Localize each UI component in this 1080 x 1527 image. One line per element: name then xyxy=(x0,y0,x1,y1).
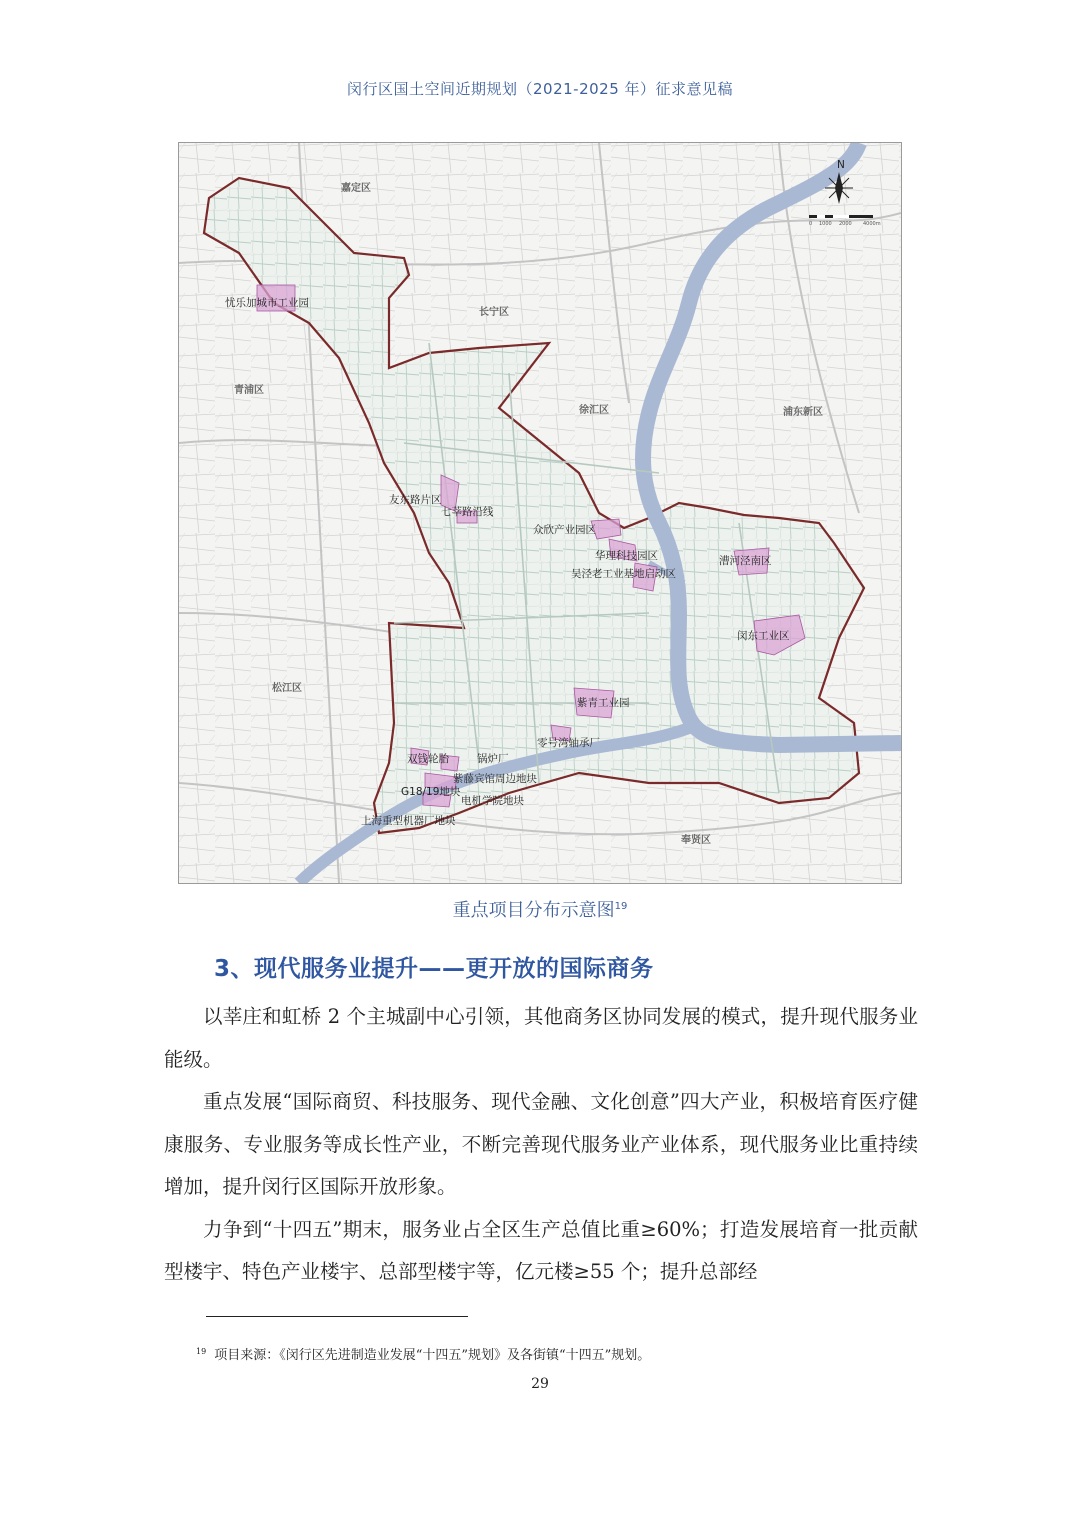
park-label-shuangqian: 双钱轮胎 xyxy=(407,753,449,765)
scale-label-1000: 1000 xyxy=(819,221,832,227)
park-label-huali: 华理科技园区 xyxy=(595,550,658,562)
section-heading: 3、现代服务业提升——更开放的国际商务 xyxy=(214,956,654,982)
park-label-zhongxing: 上海重型机器厂地块 xyxy=(361,815,456,827)
park-label-linghaowan: 零号湾轴承厂 xyxy=(537,737,600,749)
caption-text: 重点项目分布示意图 xyxy=(452,900,615,921)
footnote-divider xyxy=(206,1316,468,1317)
park-label-qixin: 七莘路沿线 xyxy=(441,506,494,518)
paragraph: 以莘庄和虹桥 2 个主城副中心引领，其他商务区协同发展的模式，提升现代服务业能级。 xyxy=(164,1005,918,1071)
figure-caption xyxy=(0,896,1080,922)
key-projects-map xyxy=(178,142,902,884)
district-label-fengxian: 奉贤区 xyxy=(681,835,711,846)
park-label-guolu: 锅炉厂 xyxy=(477,753,509,765)
paragraph: 重点发展“国际商贸、科技服务、现代金融、文化创意”四大产业，积极培育医疗健康服务、专业服务等成长性产业，不断完善现代服务业产业体系，现代服务业比重持续增加，提升闵行区国际开放形象。 xyxy=(164,1090,918,1198)
park-label-youle: 忧乐加城市工业园 xyxy=(225,297,309,309)
park-label-zhongxin: 众欣产业园区 xyxy=(533,524,596,536)
scale-label-4000m: 4000m xyxy=(863,221,881,227)
district-label-qingpu: 青浦区 xyxy=(234,385,264,396)
district-label-jiading: 嘉定区 xyxy=(341,183,371,194)
svg-text:N: N xyxy=(837,159,845,171)
scale-label-0: 0 xyxy=(809,221,813,227)
park-label-ziteng: 紫藤宾馆周边地块 xyxy=(453,773,537,785)
body-text xyxy=(164,996,918,1294)
page-number: 29 xyxy=(531,1376,549,1392)
footnote xyxy=(196,1344,650,1363)
park-label-youdong: 友东路片区 xyxy=(389,494,442,506)
park-label-mindong: 闵东工业区 xyxy=(737,630,790,642)
caption-footnote-ref: 19 xyxy=(614,901,628,912)
park-label-caohejing: 漕河泾南区 xyxy=(719,555,772,567)
footnote-text: 项目来源：《闵行区先进制造业发展“十四五”规划》及各街镇“十四五”规划。 xyxy=(214,1348,651,1363)
scale-label-2000: 2000 xyxy=(839,221,852,227)
park-label-g18: G18/19地块 xyxy=(401,786,461,798)
park-label-ziqing: 紫青工业园 xyxy=(577,697,630,709)
park-label-wujing: 吴泾老工业基地启动区 xyxy=(571,568,676,580)
district-label-changning: 长宁区 xyxy=(479,307,509,318)
running-header: 闵行区国土空间近期规划（2021-2025 年）征求意见稿 xyxy=(346,80,734,98)
district-label-pudong: 浦东新区 xyxy=(783,407,823,418)
district-label-xuhui: 徐汇区 xyxy=(579,405,609,416)
paragraph: 力争到“十四五”期末，服务业占全区生产总值比重≥60%；打造发展培育一批贡献型楼宇、特色产业楼宇、总部型楼宇等，亿元楼≥55 个；提升总部经 xyxy=(164,1217,918,1283)
district-label-songjiang: 松江区 xyxy=(272,683,302,694)
footnote-ref: 19 xyxy=(196,1346,207,1356)
park-label-dianji: 电机学院地块 xyxy=(461,795,524,807)
